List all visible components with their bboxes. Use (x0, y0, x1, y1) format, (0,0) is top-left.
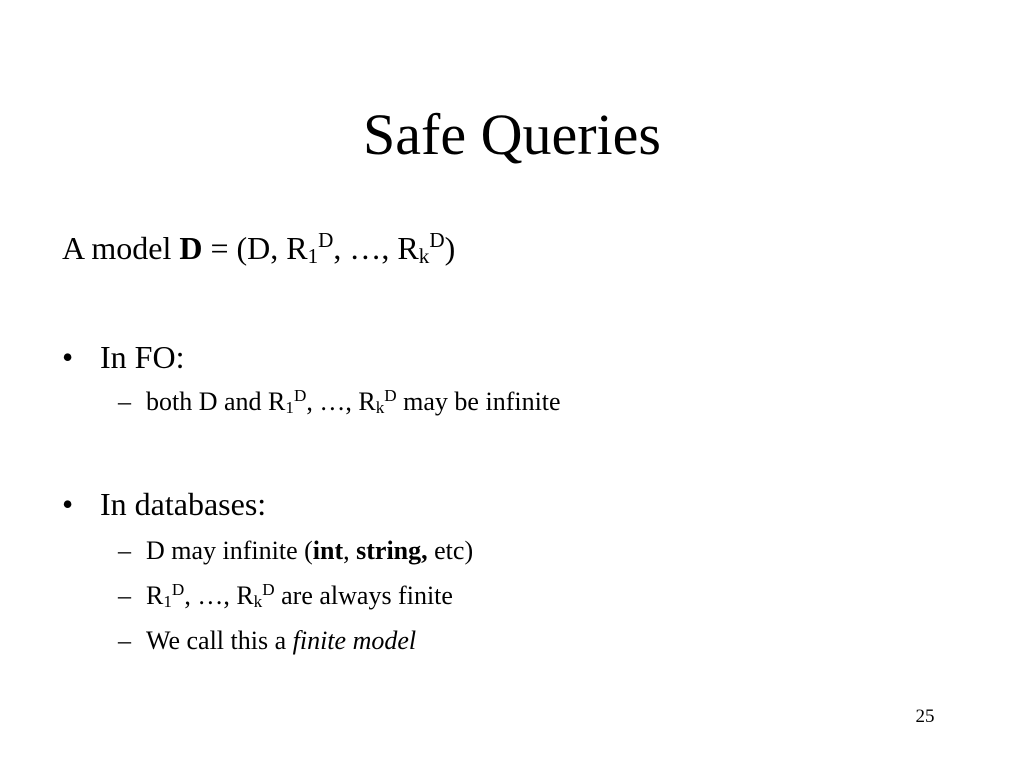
subscript: 1 (163, 592, 172, 612)
italic-finite-model: finite model (292, 626, 417, 655)
text-part: both D and R (146, 387, 286, 416)
model-prefix: A model (62, 230, 180, 266)
text-part: D may infinite ( (146, 536, 313, 565)
bullet-icon: • (62, 339, 74, 375)
text-part: R (146, 581, 164, 610)
superscript: D (293, 385, 307, 405)
model-mid: , …, R (333, 230, 419, 266)
subscript: k (253, 592, 263, 612)
sub-item-text (146, 384, 561, 420)
dash-icon: – (118, 581, 131, 610)
text-part: are always finite (274, 581, 453, 610)
bullet-label: In FO: (100, 339, 185, 375)
text-part: We call this a (146, 626, 293, 655)
model-sup-1: D (318, 228, 334, 253)
dash-icon: – (118, 387, 131, 416)
dash-icon: – (118, 536, 131, 565)
sub-item-text (146, 578, 453, 614)
sub-item-text (146, 533, 473, 569)
sub-item-fo-infinite (118, 384, 818, 420)
sub-item-always-finite (118, 578, 818, 614)
subscript: 1 (285, 398, 294, 418)
subscript: k (375, 398, 385, 418)
text-part: , (343, 536, 357, 565)
bold-string: string, (356, 536, 428, 565)
bullet-label: In databases: (100, 486, 267, 522)
page-number: 25 (915, 706, 935, 727)
model-sub-1: 1 (307, 243, 319, 268)
text-part: may be infinite (396, 387, 561, 416)
text-part: , …, R (184, 581, 254, 610)
model-equals: = (D, R (202, 230, 308, 266)
sub-item-text (146, 623, 416, 659)
bullet-in-fo (62, 335, 662, 379)
model-bold-d: D (179, 230, 203, 266)
slide-title: Safe Queries (363, 102, 661, 167)
bullet-icon: • (62, 486, 74, 522)
model-sup-k: D (429, 228, 445, 253)
bold-int: int (312, 536, 344, 565)
text-part: , …, R (306, 387, 376, 416)
model-close: ) (444, 230, 456, 266)
superscript: D (262, 579, 275, 599)
bullet-in-databases (62, 482, 662, 526)
dash-icon: – (118, 626, 131, 655)
model-sub-k: k (418, 243, 430, 268)
text-part: etc) (427, 536, 474, 565)
superscript: D (384, 385, 397, 405)
superscript: D (171, 579, 185, 599)
model-definition (62, 226, 455, 270)
sub-item-finite-model (118, 623, 818, 659)
sub-item-d-may-infinite (118, 533, 818, 569)
